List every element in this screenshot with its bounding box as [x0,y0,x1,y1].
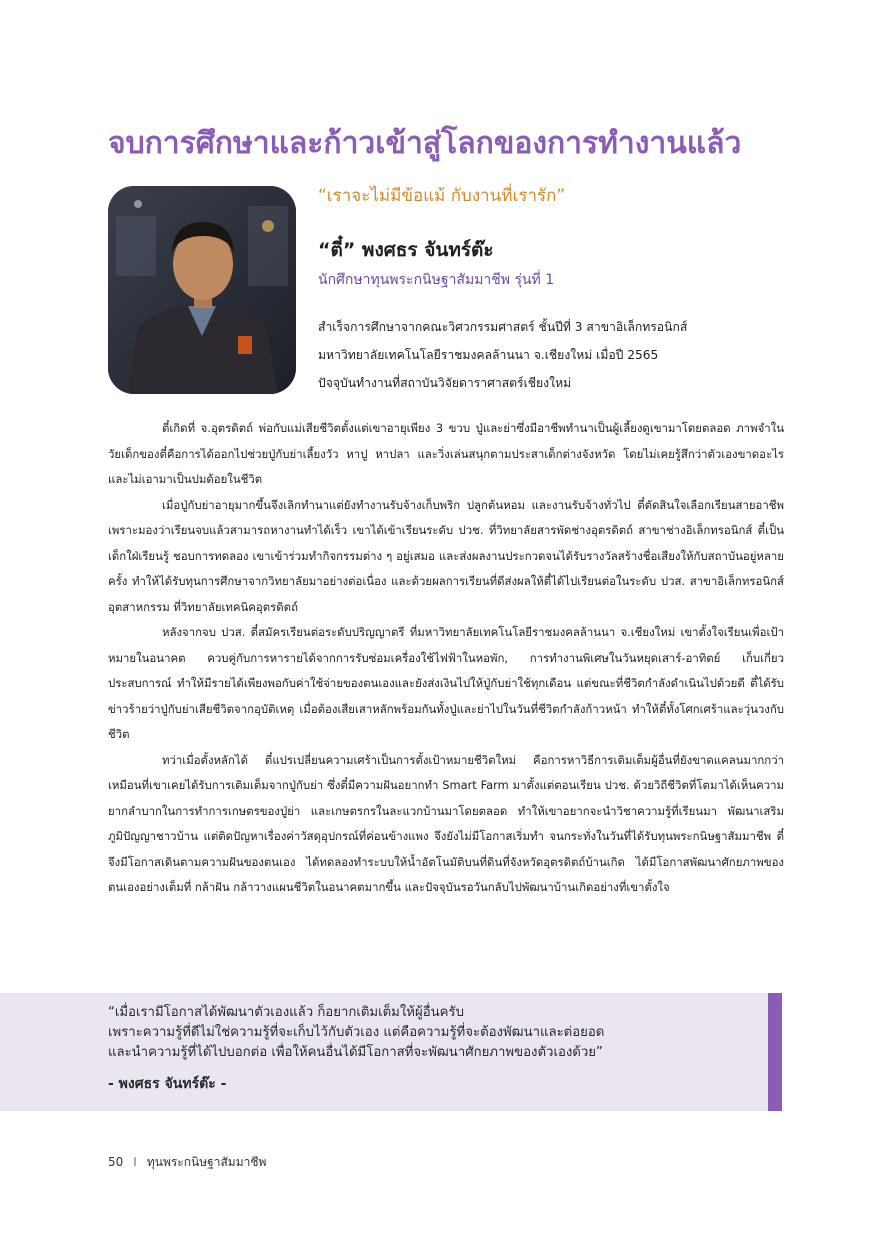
footer-separator: I [133,1155,137,1169]
page-footer [108,1153,266,1172]
page-title: จบการศึกษาและก้าวเข้าสู่โลกของการทำงานแล้ว [108,126,742,162]
profile-photo [108,186,296,394]
body-paragraph: ตี๋เกิดที่ จ.อุตรดิตถ์ พ่อกับแม่เสียชีวิตตั้งแต่เขาอายุเพียง 3 ขวบ ปู่และย่าซึ่งมีอาชีพทำนาเป็นผู้เลี้ยงดูเขามาโดยตลอด ภาพจำในวัยเด็กของตี๋คือการได้ออกไปช่วยปู่กับย่าเลี้ยงวัว หาปู หาปลา และวิ่งเล่นสนุกตามประสาเด็กต่างจังหวัด โดยไม่เคยรู้สึกว่าตัวเองขาดอะไรและไม่เอามาเป็นปมด้อยในชีวิต [108,421,784,486]
education-line: สำเร็จการศึกษาจากคณะวิศวกรรมศาสตร์ ชั้นปีที่ 3 สาขาอิเล็กทรอนิกส์ [318,320,688,334]
profile-block [318,182,788,397]
body-paragraph: เมื่อปู่กับย่าอายุมากขึ้นจึงเลิกทำนาแต่ยังทำงานรับจ้างเก็บพริก ปลูกต้นหอม และงานรับจ้างทั่วไป ตี๋ตัดสินใจเลือกเรียนสายอาชีพเพราะมองว่าเรียนจบแล้วสามารถหางานทำได้เร็ว เขาได้เข้าเรียนระดับ ปวช. ที่วิทยาลัยสารพัดช่างอุตรดิตถ์ สาขาช่างอิเล็กทรอนิกส์ ตี๋เป็นเด็กใฝ่เรียนรู้ ชอบการทดลอง เขาเข้าร่วมทำกิจกรรมต่าง ๆ อยู่เสมอ และส่งผลงานประกวดจนได้รับรางวัลสร้างชื่อเสียงให้กับสถาบันอยู่หลายครั้ง ทำให้ได้รับทุนการศึกษาจากวิทยาลัยมาอย่างต่อเนื่อง และด้วยผลการเรียนที่ดีส่งผลให้ตี๋ได้ไปเรียนต่อในระดับ ปวส. สาขาอิเล็กทรอนิกส์อุตสาหกรรม ที่วิทยาลัยเทคนิคอุตรดิตถ์ [108,497,784,614]
publication-name: ทุนพระกนิษฐาสัมมาชีพ [146,1155,267,1169]
education-line: มหาวิทยาลัยเทคโนโลยีราชมงคลล้านนา จ.เชียงใหม่ เมื่อปี 2565 [318,348,659,362]
person-name: “ตี๋” พงศธร จันทร์ต๊ะ [318,239,494,261]
article-body [108,416,784,901]
page-number: 50 [108,1155,124,1169]
education-line: ปัจจุบันทำงานที่สถาบันวิจัยดาราศาสตร์เชียงใหม่ [318,376,572,390]
student-portrait-image [108,186,296,394]
pull-quote-line: และนำความรู้ที่ได้ไปบอกต่อ เพื่อให้คนอื่นได้มีโอกาสที่จะพัฒนาศักยภาพของตัวเองด้วย” [108,1045,603,1060]
profile-quote: “เราจะไม่มีข้อแม้ กับงานที่เรารัก” [318,186,566,206]
body-paragraph: หลังจากจบ ปวส. ตี๋สมัครเรียนต่อระดับปริญญาตรี ที่มหาวิทยาลัยเทคโนโลยีราชมงคลล้านนา จ.เชียงใหม่ เขาตั้งใจเรียนเพื่อเป้าหมายในอนาคต ควบคู่กับการหารายได้จากการรับซ่อมเครื่องใช้ไฟฟ้าในหอพัก, การทำงานพิเศษในวันหยุดเสาร์-อาทิตย์ เก็บเกี่ยวประสบการณ์ ทำให้มีรายได้เพียงพอกับค่าใช้จ่ายของตนเองและยังส่งเงินไปให้ปู่กับย่าใช้ทุกเดือน แต่ขณะที่ชีวิตกำลังดำเนินไปด้วยดี ตี๋ได้รับข่าวร้ายว่าปู่กับย่าเสียชีวิตจากอุบัติเหตุ เมื่อต้องเสียเสาหลักพร้อมกันทั้งปู่และย่าไปในวันที่ชีวิตกำลังก้าวหน้า ทำให้ตี๋ทั้งโศกเศร้าและวุ่นวงกับชีวิต [108,625,784,741]
pull-quote-line: เพราะความรู้ที่ดีไม่ใช่ความรู้ที่จะเก็บไว้กับตัวเอง แต่คือความรู้ที่จะต้องพัฒนาและต่อยอด [108,1025,605,1040]
pull-quote-line: “เมื่อเรามีโอกาสได้พัฒนาตัวเองแล้ว ก็อยากเติมเต็มให้ผู้อื่นครับ [108,1005,464,1020]
quote-accent-bar [768,993,782,1111]
pull-quote-box [0,993,782,1111]
body-paragraph: ทว่าเมื่อตั้งหลักได้ ตี๋แปรเปลี่ยนความเศร้าเป็นการตั้งเป้าหมายชีวิตใหม่ คือการหาวิธีการเติมเต็มผู้อื่นที่ยังขาดแคลนมากกว่า เหมือนที่เขาเคยได้รับการเติมเต็มจากปู่กับย่า ซึ่งตี๋มีความฝันอยากทำ Smart Farm มาตั้งแต่ตอนเรียน ปวช. ด้วยวิถีชีวิตที่โตมาได้เห็นความยากลำบากในการทำการเกษตรของปู่ย่า และเกษตรกรในละแวกบ้านมาโดยตลอด ทำให้เขาอยากจะนำวิชาความรู้ที่เรียนมา พัฒนาเสริมภูมิปัญญาชาวบ้าน แต่ติดปัญหาเรื่องค่าวัสดุอุปกรณ์ที่ค่อนข้างแพง จึงยังไม่มีโอกาสเริ่มทำ จนกระทั่งในวันที่ได้รับทุนพระกนิษฐาสัมมาชีพ ตี๋จึงมีโอกาสเดินตามความฝันของตนเอง ได้ทดลองทำระบบให้น้ำอัตโนมัติบนที่ดินที่จังหวัดอุตรดิตถ์บ้านเกิด ได้มีโอกาสพัฒนาศักยภาพของตนเองอย่างเต็มที่ กล้าฝัน กล้าวางแผนชีวิตในอนาคตมากขึ้น และปัจจุบันรอวันกลับไปพัฒนาบ้านเกิดอย่างที่เขาตั้งใจ [108,752,784,894]
person-role: นักศึกษาทุนพระกนิษฐาสัมมาชีพ รุ่นที่ 1 [318,272,555,288]
pull-quote-author: - พงศธร จันทร์ต๊ะ - [108,1076,227,1092]
